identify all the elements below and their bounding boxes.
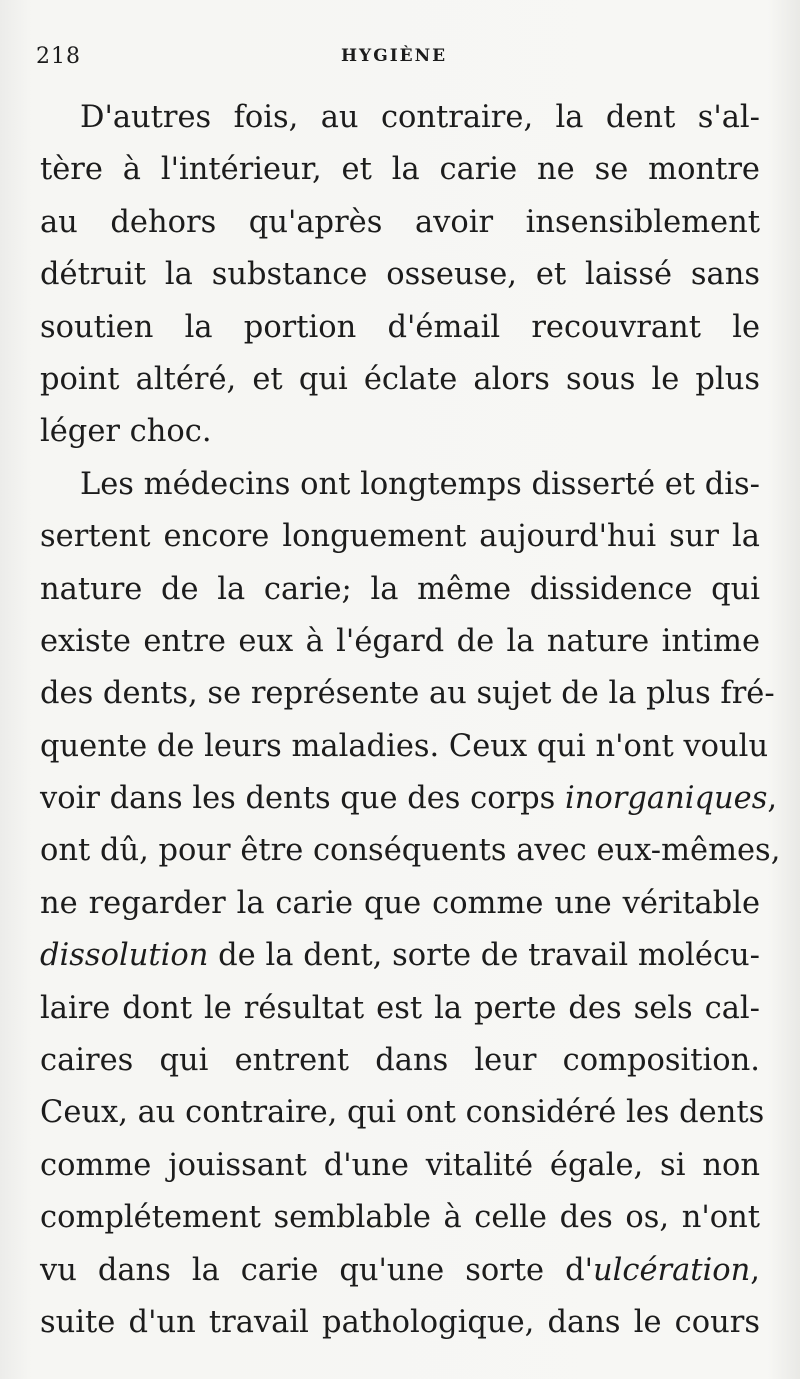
line-text: vu dans la carie qu'une sorte d' [40,1252,593,1288]
emphasis-text: inorganiques [565,781,768,817]
text-line: Ceux, au contraire, qui ont considéré les dents [40,1095,765,1131]
line-text: , [750,1252,760,1288]
text-line: des dents, se représente au sujet de la plus fré- [40,676,775,712]
text-line: tère à l'intérieur, et la carie ne se montre [40,152,760,188]
text-line: existe entre eux à l'égard de la nature intime [40,623,760,659]
emphasis-text: ulcération [592,1252,751,1288]
text-line: D'autres fois, au contraire, la dent s'al- [80,100,760,135]
text-line-with-emphasis [40,773,778,825]
text-line: ont dû, pour être conséquents avec eux-mêmes, [40,833,781,869]
text-line: complétement semblable à celle des os, n'ont [40,1200,760,1236]
text-line: laire dont le résultat est la perte des sels cal- [40,990,760,1026]
emphasis-text: dissolution [40,938,209,974]
text-line: au dehors qu'après avoir insensiblement [40,204,760,240]
text-line: soutien la portion d'émail recouvrant le [40,309,760,345]
text-line: comme jouissant d'une vitalité égale, si non [40,1147,760,1183]
body-text [40,92,781,1349]
page-header [0,44,800,74]
text-line: léger choc. [40,414,212,450]
running-head: HYGIÈNE [341,46,448,66]
text-line: ne regarder la carie que comme une véritable [40,885,760,921]
text-line: caires qui entrent dans leur composition. [40,1043,760,1079]
line-text: voir dans les dents que des corps [40,781,566,817]
line-text: de la dent, sorte de travail molécu- [208,938,760,974]
text-line: nature de la carie; la même dissidence qui [40,571,760,607]
line-text: , [767,781,778,817]
text-line: quente de leurs maladies. Ceux qui n'ont voulu [40,728,769,764]
text-line: sertent encore longuement aujourd'hui sur la [40,519,760,555]
text-line-with-emphasis [40,930,760,982]
text-line: suite d'un travail pathologique, dans le cours [40,1304,760,1340]
page-number: 218 [36,44,81,69]
text-line: détruit la substance osseuse, et laissé sans [40,257,760,293]
text-line-with-emphasis [40,1245,760,1297]
text-line: Les médecins ont longtemps disserté et dis- [80,466,760,502]
text-line: point altéré, et qui éclate alors sous le plus [40,361,760,397]
